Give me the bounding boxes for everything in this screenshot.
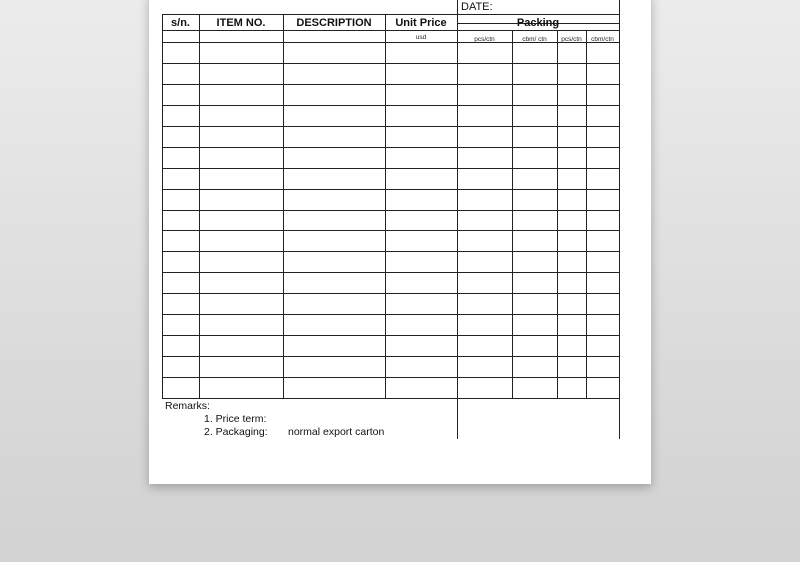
table-row-line (162, 356, 619, 357)
table-row-line (162, 230, 619, 231)
header-sn: s/n. (171, 17, 190, 29)
table-row-line (162, 314, 619, 315)
remarks-packaging-value: normal export carton (288, 426, 385, 438)
subheader-pcs-ctn-2: pcs/ctn (561, 36, 582, 43)
table-row-line (162, 293, 619, 294)
quotation-sheet (149, 0, 651, 484)
table-row-line (162, 147, 619, 148)
table-row-line (162, 105, 619, 106)
table-row-line (162, 251, 619, 252)
header-description: DESCRIPTION (296, 17, 372, 29)
table-row-line (162, 126, 619, 127)
table-left-border (162, 14, 163, 398)
table-right-border (619, 0, 620, 439)
table-row-line (162, 272, 619, 273)
description-column-divider (385, 14, 386, 398)
header-item-no: ITEM NO. (216, 17, 266, 29)
remarks-label: Remarks: (165, 400, 210, 412)
table-row-line (162, 377, 619, 378)
table-row-line (162, 335, 619, 336)
table-row-line (162, 168, 619, 169)
table-row-line (162, 398, 619, 399)
remarks-packaging: 2. Packaging: (204, 426, 268, 438)
subheader-pcs-ctn-1: pcs/ctn (474, 36, 495, 43)
table-row-line (162, 189, 619, 190)
table-row-line (162, 84, 619, 85)
table-row-line (162, 63, 619, 64)
item-column-divider (283, 14, 284, 398)
table-row-line (162, 210, 619, 211)
packing-col-divider-3 (586, 30, 587, 398)
subheader-usd: usd (415, 34, 427, 41)
subheader-cbm-ctn-1: cbm/ ctn (522, 36, 547, 43)
remarks-price-term: 1. Price term: (204, 413, 267, 425)
header-packing: Packing (516, 17, 560, 29)
date-label: DATE: (461, 1, 493, 13)
price-packing-divider (457, 0, 458, 439)
sn-column-divider (199, 14, 200, 398)
subheader-cbm-ctn-2: cbm/ctn (591, 36, 614, 43)
packing-col-divider-2 (557, 30, 558, 398)
packing-col-divider-1 (512, 30, 513, 398)
header-unit-price: Unit Price (395, 17, 447, 29)
